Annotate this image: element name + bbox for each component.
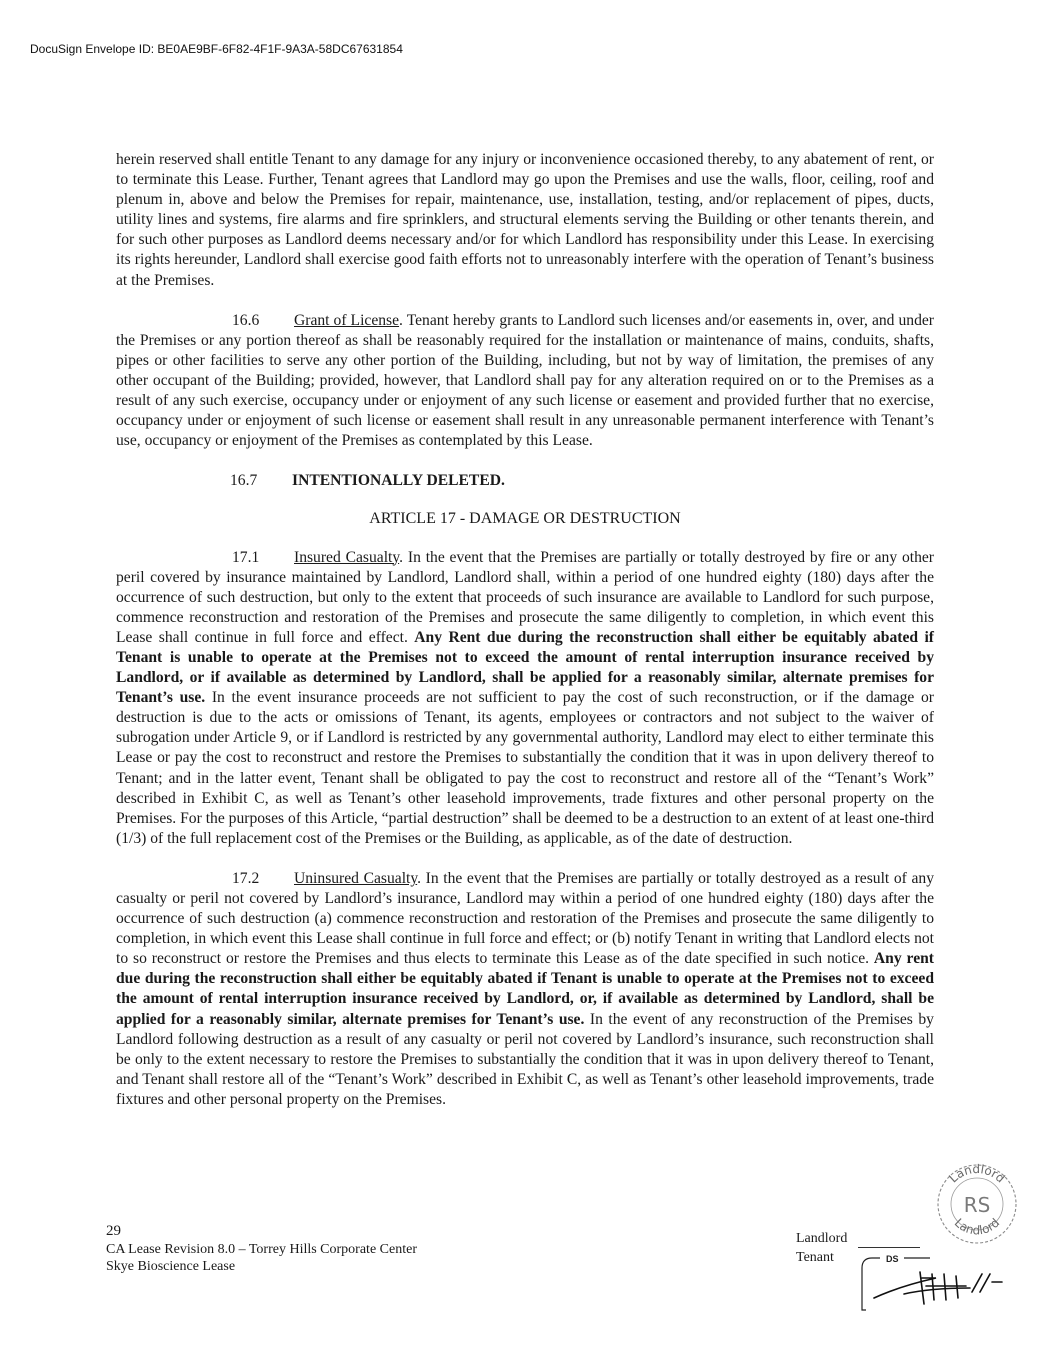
- paragraph-intro: herein reserved shall entitle Tenant to any damage for any injury or inconvenience occasioned thereby, to any abatement of rent, or to terminate this Lease. Further, Tenant agrees that Landlord may go upon the Premises and use the walls, floor, ceiling, roof and plenum in, above and below the Premises for repair, maintenance, use, installation, testing, and/or replacement of pipes, ducts, utility lines and systems, fire alarms and fire sprinklers, and structural elements serving the Building or other tenants therein, and for such other purposes as Landlord deems necessary and/or for which Landlord has responsibility under this Lease. In exercising its rights hereunder, Landlord shall exercise good faith efforts not to unreasonably interfere with the operation of Tenant’s business at the Premises.: [116, 151, 934, 289]
- section-16-7: [230, 471, 934, 491]
- docusign-envelope-id: DocuSign Envelope ID: BE0AE9BF-6F82-4F1F-9A3A-58DC67631854: [30, 42, 403, 56]
- tenant-signature-box: [860, 1252, 1036, 1312]
- section-title: Insured Casualty: [294, 548, 400, 566]
- document-body: [116, 150, 934, 1130]
- section-number: 16.6: [232, 311, 260, 329]
- section-title: Uninsured Casualty: [294, 869, 418, 887]
- signature-box-frame: [862, 1258, 880, 1310]
- page-number: 29: [106, 1223, 121, 1239]
- section-body-continued: In the event insurance proceeds are not sufficient to pay the cost of such reconstruction, or if the damage or destruction is due to the acts or omissions of Tenant, its agents, employees or contractors and not subject to the waiver of subrogation under Article 9, or if Landlord is restricted by any governmental authority, Landlord may elect to either terminate this Lease or pay the cost to reconstruct and restore the Premises to substantially the condition that it was in upon delivery thereof to Tenant; and in the latter event, Tenant shall be obligated to pay the cost to reconstruct and restore all of the “Tenant’s Work” described in Exhibit C, as well as Tenant’s other leasehold improvements, trade fixtures and other personal property on the Premises. For the purposes of this Article, “partial destruction” shall be deemed to be a destruction to an extent of at least one-third (1/3) of the full replacement cost of the Premises or the Building, as applicable, as of the date of destruction.: [116, 689, 934, 847]
- section-17-2: [116, 869, 934, 1110]
- section-body-continued: In the event of any reconstruction of the Premises by Landlord following destruction as a result of any casualty or peril not covered by Landlord’s insurance, such reconstruction shall be only to the extent necessary to restore the Premises to substantially the condition that it was in upon delivery thereof to Tenant, and Tenant shall restore all of the “Tenant’s Work” described in Exhibit C, as well as Tenant’s other leasehold improvements, trade fixtures and other personal property on the Premises.: [116, 1010, 934, 1108]
- seal-top-text: Landlord: [946, 1162, 1008, 1186]
- section-title: INTENTIONALLY DELETED.: [292, 472, 505, 490]
- article-17-heading: ARTICLE 17 - DAMAGE OR DESTRUCTION: [369, 510, 681, 528]
- docusign-ds-tag: DS: [886, 1254, 899, 1264]
- footer-left: [106, 1223, 417, 1276]
- section-body: . In the event that the Premises are partially or totally destroyed as a result of any casualty or peril not covered by Landlord’s insurance, Landlord may within a period of one hundred eighty (180) days after the occurrence of such destruction (a) commence reconstruction and restoration of the Premises and prosecute the same diligently to completion, in which event this Lease shall continue in full force and effect; or (b) notify Tenant in writing that Landlord elects not to so reconstruct or restore the Premises and thus elects to terminate this Lease as of the date specified in such notice.: [116, 869, 934, 968]
- section-17-1: [116, 548, 934, 849]
- landlord-label: Landlord: [796, 1231, 848, 1246]
- section-bold-clause: Any Rent due during the reconstruction shall either be equitably abated if Tenant is unable to operate at the Premises not to exceed the amount of rental interruption insurance received by Landlord, or if available as determined by Landlord, shall be applied for a reasonably similar, alternate premises for Tenant’s use.: [116, 628, 934, 707]
- landlord-initials-line[interactable]: [858, 1233, 920, 1248]
- landlord-seal-stamp: [932, 1162, 1022, 1246]
- landlord-initials-row: [796, 1229, 920, 1248]
- tenant-signature-stroke: [874, 1272, 1002, 1304]
- seal-bottom-text: Landlord: [951, 1215, 1003, 1238]
- section-16-6: [116, 311, 934, 452]
- section-title: Grant of License: [294, 311, 400, 329]
- section-number: 17.2: [232, 869, 260, 887]
- section-body: . In the event that the Premises are partially or totally destroyed by fire or any other peril covered by insurance maintained by Landlord, Landlord shall, within a period of one hundred eighty (180) days after the occurrence of such destruction, but only to the extent that proceeds of such insurance are available to Landlord for such purpose, commence reconstruction and restoration of the Premises and prosecute the same diligently to completion, in which event this Lease shall continue in full force and effect.: [116, 548, 934, 646]
- section-body: . Tenant hereby grants to Landlord such licenses and/or easements in, over, and under the Premises or any portion thereof as shall be reasonably required for the installation or maintenance of mains, conduits, shafts, pipes or other facilities to serve any other portion of the Building, including, but not by way of limitation, the premises of any other occupant of the Building; provided, however, that Landlord shall pay for any alteration required on or to the Premises as a result of any such exercise, occupancy under or enjoyment of any such license or easement and provided further that no exercise, occupancy under or enjoyment of such license or easement shall result in any unreasonable permanent interference with Tenant’s use, occupancy or enjoyment of the Premises as contemplated by this Lease.: [116, 311, 934, 450]
- section-number: 17.1: [232, 548, 260, 566]
- footer-lease-revision: CA Lease Revision 8.0 – Torrey Hills Corporate Center: [106, 1241, 417, 1257]
- tenant-label: Tenant: [796, 1250, 834, 1265]
- section-number: 16.7: [230, 472, 258, 490]
- footer-lease-name: Skye Bioscience Lease: [106, 1259, 236, 1274]
- seal-initials: RS: [963, 1193, 991, 1217]
- section-bold-clause: Any rent due during the reconstruction shall either be equitably abated if Tenant is unable to operate at the Premises not to exceed the amount of rental interruption insurance received by Landlord, or, if available as determined by Landlord, shall be applied for a reasonably similar, alternate premises for Tenant’s use.: [116, 950, 934, 1028]
